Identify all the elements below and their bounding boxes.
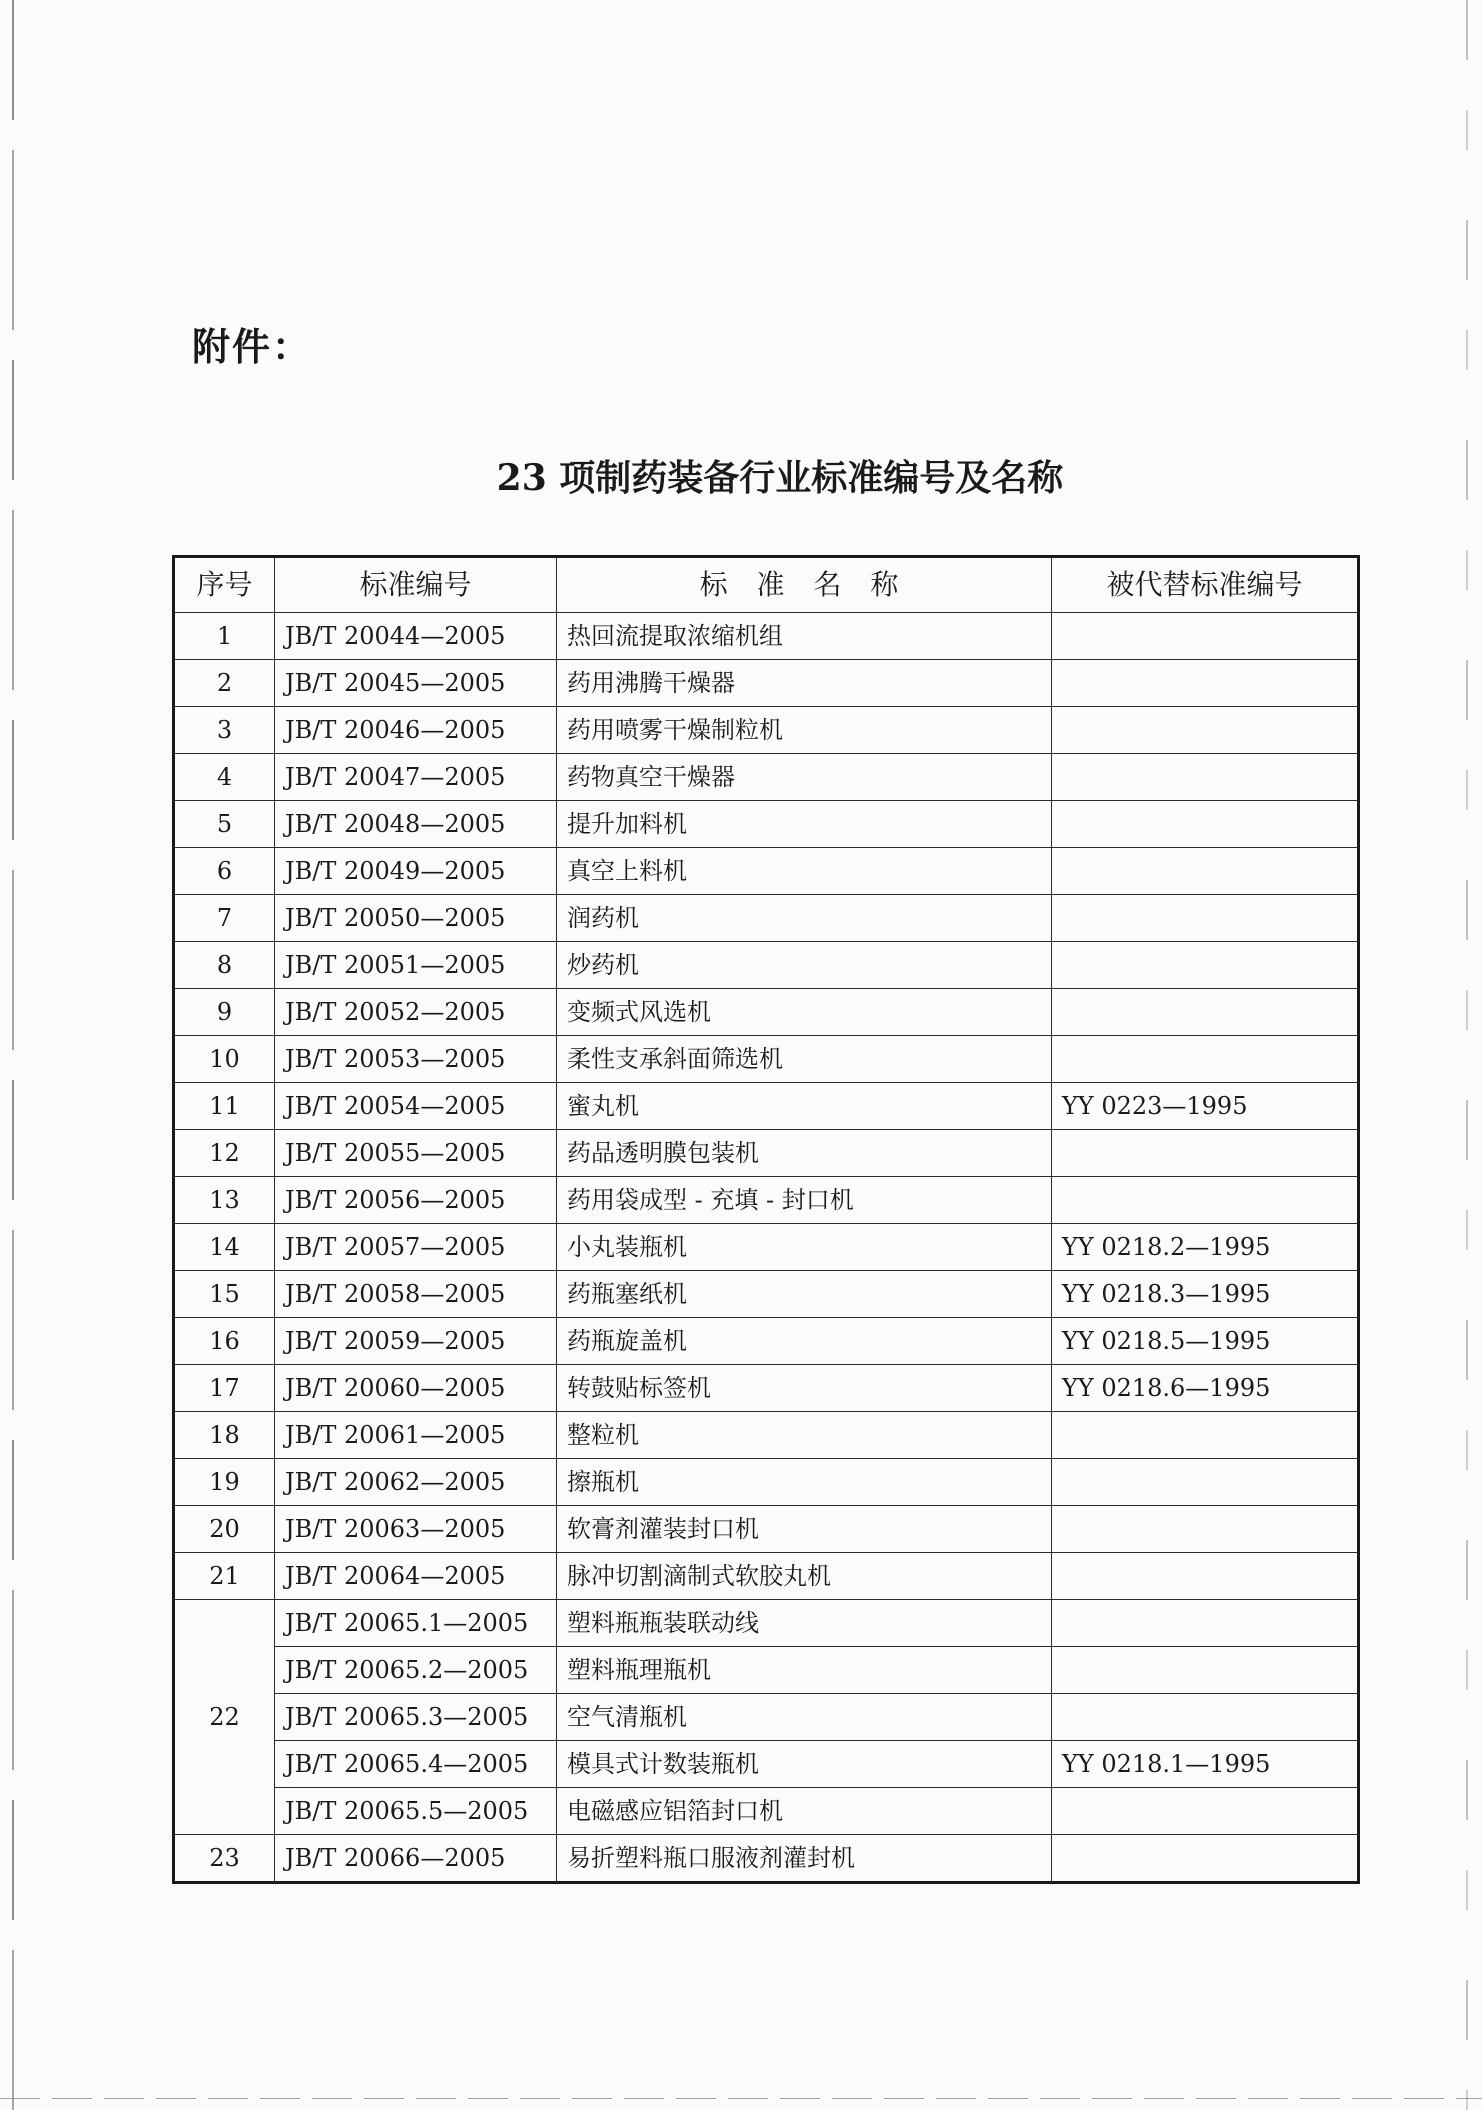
row-standard-code: JB/T 20048—2005 [275,801,557,848]
row-replaced-code [1052,1694,1359,1741]
row-seq: 22 [174,1600,275,1835]
row-replaced-code [1052,801,1359,848]
standards-table [172,555,1360,1884]
row-standard-code: JB/T 20061—2005 [275,1412,557,1459]
row-standard-code: JB/T 20052—2005 [275,989,557,1036]
row-standard-name: 蜜丸机 [557,1083,1052,1130]
header-row [174,557,1359,613]
table-row [174,1036,1359,1083]
row-seq: 1 [174,613,275,660]
table-row [174,1130,1359,1177]
row-seq: 14 [174,1224,275,1271]
table-row [174,1271,1359,1318]
row-standard-name: 软膏剂灌装封口机 [557,1506,1052,1553]
row-replaced-code [1052,754,1359,801]
table-row [174,1835,1359,1883]
row-replaced-code [1052,989,1359,1036]
row-seq: 9 [174,989,275,1036]
row-standard-name: 脉冲切割滴制式软胶丸机 [557,1553,1052,1600]
row-standard-name: 药用沸腾干燥器 [557,660,1052,707]
table-row [174,1647,1359,1694]
row-standard-name: 提升加料机 [557,801,1052,848]
row-replaced-code: YY 0218.5—1995 [1052,1318,1359,1365]
row-standard-name: 整粒机 [557,1412,1052,1459]
row-seq: 8 [174,942,275,989]
table-row [174,1083,1359,1130]
table-row [174,1600,1359,1647]
header-replaced-code: 被代替标准编号 [1052,557,1359,613]
row-standard-name: 药用喷雾干燥制粒机 [557,707,1052,754]
row-standard-code: JB/T 20065.3—2005 [275,1694,557,1741]
row-seq: 21 [174,1553,275,1600]
row-standard-code: JB/T 20059—2005 [275,1318,557,1365]
row-standard-name: 药品透明膜包装机 [557,1130,1052,1177]
row-seq: 2 [174,660,275,707]
table-row [174,1694,1359,1741]
row-standard-code: JB/T 20066—2005 [275,1835,557,1883]
row-standard-code: JB/T 20049—2005 [275,848,557,895]
table-row [174,1224,1359,1271]
row-replaced-code [1052,1412,1359,1459]
row-seq: 23 [174,1835,275,1883]
row-replaced-code [1052,1553,1359,1600]
row-standard-name: 炒药机 [557,942,1052,989]
table-header [174,557,1359,613]
table-row [174,1741,1359,1788]
row-standard-code: JB/T 20057—2005 [275,1224,557,1271]
row-seq: 3 [174,707,275,754]
row-standard-name: 柔性支承斜面筛选机 [557,1036,1052,1083]
row-standard-code: JB/T 20063—2005 [275,1506,557,1553]
row-seq: 13 [174,1177,275,1224]
header-standard-name: 标 准 名 称 [557,557,1052,613]
table-row [174,1318,1359,1365]
row-seq: 12 [174,1130,275,1177]
row-replaced-code [1052,1459,1359,1506]
table-row [174,754,1359,801]
row-replaced-code [1052,1835,1359,1883]
table-row [174,660,1359,707]
row-seq: 15 [174,1271,275,1318]
row-standard-name: 热回流提取浓缩机组 [557,613,1052,660]
row-standard-name: 药物真空干燥器 [557,754,1052,801]
attachment-label: 附件： [192,324,313,369]
row-replaced-code: YY 0223—1995 [1052,1083,1359,1130]
row-standard-name: 模具式计数装瓶机 [557,1741,1052,1788]
row-seq: 20 [174,1506,275,1553]
table-row [174,1553,1359,1600]
row-standard-name: 药瓶塞纸机 [557,1271,1052,1318]
scan-edge-left [12,0,14,2110]
row-standard-code: JB/T 20060—2005 [275,1365,557,1412]
row-standard-name: 转鼓贴标签机 [557,1365,1052,1412]
row-standard-name: 易折塑料瓶口服液剂灌封机 [557,1835,1052,1883]
row-seq: 7 [174,895,275,942]
scan-edge-right [1466,0,1468,2110]
row-seq: 10 [174,1036,275,1083]
row-standard-code: JB/T 20051—2005 [275,942,557,989]
row-seq: 4 [174,754,275,801]
table-row [174,801,1359,848]
table-body [174,613,1359,1883]
row-replaced-code [1052,1600,1359,1647]
row-standard-code: JB/T 20045—2005 [275,660,557,707]
table-row [174,989,1359,1036]
row-replaced-code [1052,660,1359,707]
row-seq: 5 [174,801,275,848]
row-seq: 19 [174,1459,275,1506]
row-standard-name: 药用袋成型 - 充填 - 封口机 [557,1177,1052,1224]
document-title: 23 项制药装备行业标准编号及名称 [496,457,1064,499]
row-replaced-code [1052,1647,1359,1694]
row-standard-name: 药瓶旋盖机 [557,1318,1052,1365]
row-replaced-code [1052,1788,1359,1835]
row-replaced-code: YY 0218.2—1995 [1052,1224,1359,1271]
row-standard-name: 真空上料机 [557,848,1052,895]
row-standard-code: JB/T 20050—2005 [275,895,557,942]
header-seq: 序号 [174,557,275,613]
row-seq: 16 [174,1318,275,1365]
row-replaced-code [1052,707,1359,754]
row-standard-code: JB/T 20062—2005 [275,1459,557,1506]
table-row [174,895,1359,942]
table-row [174,848,1359,895]
table-row [174,1788,1359,1835]
row-replaced-code: YY 0218.6—1995 [1052,1365,1359,1412]
row-replaced-code: YY 0218.3—1995 [1052,1271,1359,1318]
table-row [174,942,1359,989]
table-row [174,707,1359,754]
row-standard-code: JB/T 20065.4—2005 [275,1741,557,1788]
row-replaced-code [1052,1036,1359,1083]
row-standard-code: JB/T 20046—2005 [275,707,557,754]
row-replaced-code [1052,848,1359,895]
scan-edge-bottom [0,2098,1482,2099]
row-standard-code: JB/T 20054—2005 [275,1083,557,1130]
row-standard-code: JB/T 20065.5—2005 [275,1788,557,1835]
row-standard-name: 变频式风选机 [557,989,1052,1036]
table-row [174,1177,1359,1224]
row-standard-code: JB/T 20065.1—2005 [275,1600,557,1647]
row-seq: 11 [174,1083,275,1130]
row-replaced-code [1052,613,1359,660]
row-standard-name: 塑料瓶理瓶机 [557,1647,1052,1694]
row-standard-name: 小丸装瓶机 [557,1224,1052,1271]
row-standard-code: JB/T 20044—2005 [275,613,557,660]
table-row [174,1365,1359,1412]
row-standard-name: 塑料瓶瓶装联动线 [557,1600,1052,1647]
row-standard-code: JB/T 20058—2005 [275,1271,557,1318]
table-row [174,1459,1359,1506]
row-replaced-code [1052,895,1359,942]
row-seq: 18 [174,1412,275,1459]
table-row [174,1412,1359,1459]
row-replaced-code [1052,1177,1359,1224]
row-replaced-code: YY 0218.1—1995 [1052,1741,1359,1788]
row-replaced-code [1052,942,1359,989]
row-seq: 6 [174,848,275,895]
row-standard-name: 擦瓶机 [557,1459,1052,1506]
row-standard-code: JB/T 20053—2005 [275,1036,557,1083]
table-row [174,613,1359,660]
header-standard-code: 标准编号 [275,557,557,613]
table-row [174,1506,1359,1553]
row-standard-code: JB/T 20064—2005 [275,1553,557,1600]
row-standard-code: JB/T 20056—2005 [275,1177,557,1224]
row-standard-code: JB/T 20047—2005 [275,754,557,801]
row-seq: 17 [174,1365,275,1412]
row-standard-name: 空气清瓶机 [557,1694,1052,1741]
row-standard-name: 润药机 [557,895,1052,942]
row-standard-code: JB/T 20065.2—2005 [275,1647,557,1694]
row-replaced-code [1052,1130,1359,1177]
row-standard-name: 电磁感应铝箔封口机 [557,1788,1052,1835]
row-standard-code: JB/T 20055—2005 [275,1130,557,1177]
row-replaced-code [1052,1506,1359,1553]
